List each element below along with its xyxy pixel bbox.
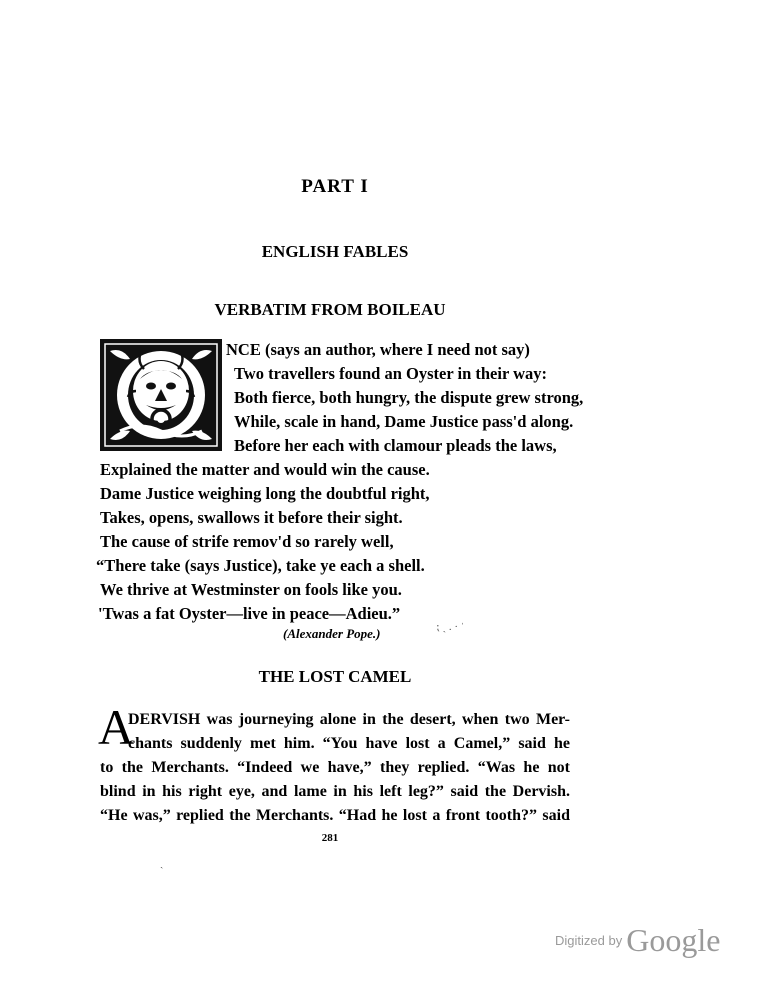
digitized-by-google-watermark [555,922,720,959]
poem-line: We thrive at Westminster on fools like you. [100,580,402,599]
section-heading: ENGLISH FABLES [261,242,409,261]
scan-smudge: ⁏ ˏ . · ˈ [436,621,465,633]
poem-line: NCE (says an author, where I need not say) [226,340,530,359]
part-heading: PART I [301,176,369,197]
poem-line: Takes, opens, swallows it before their sight. [100,508,403,527]
poem-line: The cause of strife remov'd so rarely well, [100,532,394,551]
fable-line: “He was,” replied the Merchants. “Had he lost a front tooth?” said [100,807,570,824]
poem-line: Explained the matter and would win the cause. [100,460,430,479]
fable-line: DERVISH was journeying alone in the desert, when two Mer- [128,711,570,728]
poem-title: VERBATIM FROM BOILEAU [214,300,446,319]
poem-line: Dame Justice weighing long the doubtful right, [100,484,430,503]
poem-line: While, scale in hand, Dame Justice pass'd along. [234,412,574,431]
fable-line: blind in his right eye, and lame in his left leg?” said the Dervish. [100,783,570,800]
poem-line: Two travellers found an Oyster in their way: [234,364,548,383]
poem-line: “There take (says Justice), take ye each a shell. [96,556,425,575]
scan-mark: ˏ [160,858,164,869]
fable-drop-cap: A [98,699,135,755]
poem-line: Before her each with clamour pleads the laws, [234,436,557,455]
lion-head-drop-cap-ornament [100,339,222,451]
page-number: 281 [321,832,339,844]
poem-line: 'Twas a fat Oyster—live in peace—Adieu.” [98,604,401,623]
poem-line: Both fierce, both hungry, the dispute grew strong, [234,388,584,407]
fable-title: THE LOST CAMEL [258,667,412,686]
watermark-logo-text: Google [626,922,721,958]
poem-attribution: (Alexander Pope.) [283,626,381,641]
fable-line: to the Merchants. “Indeed we have,” they replied. “Was he not [100,759,570,776]
watermark-small-text: Digitized by [555,933,623,948]
fable-line: chants suddenly met him. “You have lost a Camel,” said he [128,735,570,752]
fable-text [100,708,570,828]
